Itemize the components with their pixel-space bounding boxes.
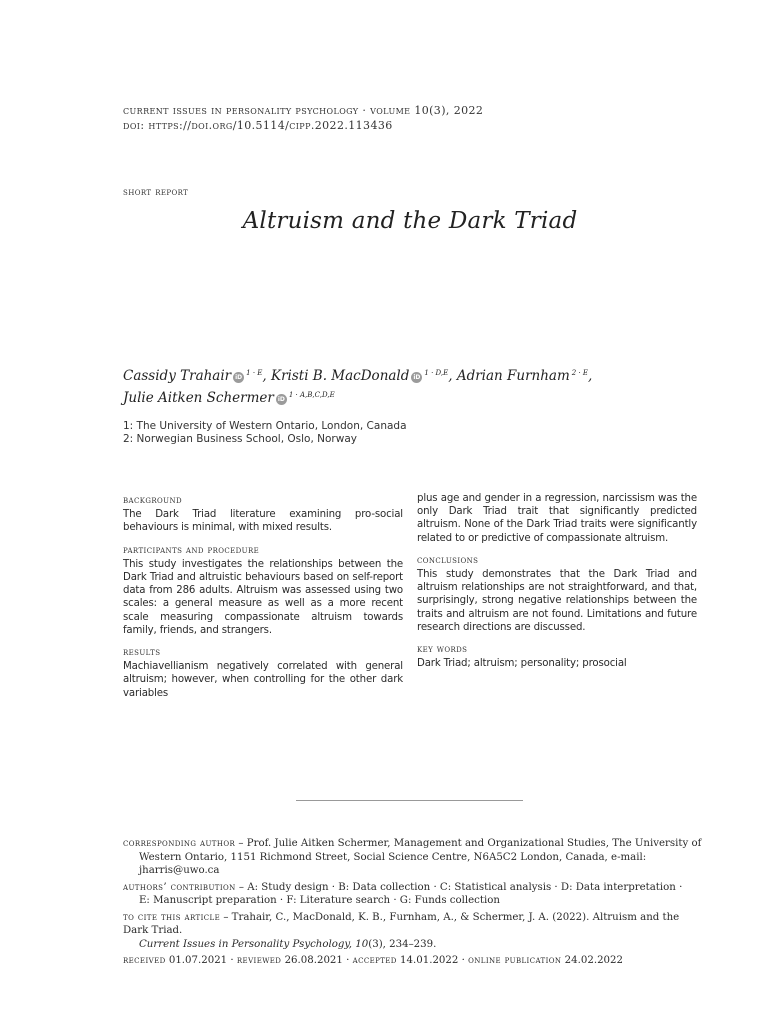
corresponding-author-note (123, 837, 703, 878)
corresponding-author-text: – Prof. Julie Aitken Schermer, Management and Organizational Studies, The University of (235, 838, 702, 849)
authors-contribution-text: – A: Study design · B: Data collection · C: Statistical analysis · D: Data interpretation · (235, 881, 683, 893)
section-heading-results: results (123, 647, 161, 659)
affiliation-item: 2: Norwegian Business School, Oslo, Norway (123, 433, 357, 445)
orcid-icon[interactable]: iD (413, 374, 421, 381)
section-heading-key-words: key words (417, 644, 468, 656)
authors-contribution-label: authors’ contribution (123, 881, 236, 893)
section-body-participants: This study investigates the relationships between the Dark Triad and altruistic behaviours based on self-report data from 286 adults. Altruism was assessed using two scales: a general measure as well as a more recent scale measuring compassionate altruism towards family, friends, and strangers. (123, 558, 403, 636)
accepted-date: 14.01.2022 · (396, 955, 469, 966)
citation-note (123, 911, 703, 952)
section-heading-participants: participants and procedure (123, 544, 260, 556)
section-body-conclusions: This study demonstrates that the Dark Triad and altruism relationships are not straightforward, and that, surprisingly, strong negative relationships between the traits and altruism are not found. Limitations and future research directions are discussed. (417, 569, 697, 633)
section-body-key-words: Dark Triad; altruism; personality; prosocial (417, 658, 627, 670)
author-affiliation-sup: 1 · E (246, 369, 263, 377)
authors-contribution-continuation: E: Manuscript preparation · F: Literature search · G: Funds collection (139, 895, 500, 906)
author-name: Cassidy Trahair (123, 368, 232, 384)
footer-divider (296, 800, 523, 801)
page-title: Altruism and the Dark Triad (242, 208, 578, 234)
section-body-results: Machiavellianism negatively correlated with general altruism; however, when controlling for the other dark variables (123, 661, 403, 699)
author-affiliation-sup: 2 · E (571, 369, 589, 377)
received-label: received (123, 955, 166, 966)
section-body-results-continued: plus age and gender in a regression, narcissism was the only Dark Triad trait that significantly predicted altruism. None of the Dark Triad traits were significantly related to or predictive of compassionate altruism. (417, 493, 697, 544)
authors-contribution-note (123, 881, 703, 908)
author-separator: , (448, 368, 453, 384)
author-affiliation-sup: 1 · A,B,C,D,E (288, 391, 335, 399)
citation-journal: Current Issues in Personality Psychology, 10 (139, 938, 369, 950)
citation-pages: (3), 234–239. (368, 938, 437, 950)
orcid-icon[interactable]: iD (235, 374, 243, 381)
section-body-background: The Dark Triad literature examining pro-social behaviours is minimal, with mixed results. (123, 509, 403, 534)
article-type: short report (123, 186, 189, 198)
article-footer (123, 837, 703, 971)
citation-text: – Trahair, C., MacDonald, K. B., Furnham, A., & Schermer, J. A. (2022). Altruism and the Dark Triad. (123, 911, 680, 936)
author-name: Kristi B. MacDonald (270, 368, 410, 384)
author-separator: , (588, 368, 593, 384)
received-date: 01.07.2021 · (165, 955, 237, 966)
publication-dates (123, 954, 703, 968)
reviewed-date: 26.08.2021 · (281, 955, 353, 966)
accepted-label: accepted (352, 955, 397, 966)
author-separator: , (262, 368, 267, 384)
author-affiliation-sup: 1 · D,E (424, 369, 449, 377)
section-heading-conclusions: conclusions (417, 554, 479, 566)
corresponding-author-continuation: Western Ontario, 1151 Richmond Street, Social Science Centre, N6A5C2 London, Canada, e-mail: jharris@uwo.ca (139, 851, 647, 876)
online-publication-date: 24.02.2022 (561, 955, 624, 966)
author-entry (123, 368, 267, 384)
journal-citation-line: current issues in personality psychology · volume 10(3), 2022 (123, 104, 484, 117)
reviewed-label: reviewed (236, 955, 282, 966)
orcid-icon[interactable]: iD (277, 396, 285, 403)
journal-header (123, 103, 483, 133)
author-entry (123, 390, 335, 406)
author-name: Adrian Furnham (456, 368, 570, 384)
corresponding-author-label: corresponding author (123, 838, 236, 849)
abstract-right-column (417, 492, 697, 670)
affiliation-item: 1: The University of Western Ontario, London, Canada (123, 420, 407, 432)
author-entry (271, 368, 453, 384)
citation-label: to cite this article (123, 911, 221, 923)
affiliations (123, 420, 407, 446)
online-publication-label: online publication (468, 955, 562, 966)
author-name: Julie Aitken Schermer (123, 390, 274, 406)
author-entry (457, 368, 593, 384)
section-heading-background: background (123, 495, 183, 506)
author-list (123, 364, 593, 408)
citation-continuation (123, 938, 703, 952)
doi-line[interactable]: doi: https://doi.org/10.5114/cipp.2022.113436 (123, 119, 393, 132)
abstract-left-column (123, 494, 403, 700)
